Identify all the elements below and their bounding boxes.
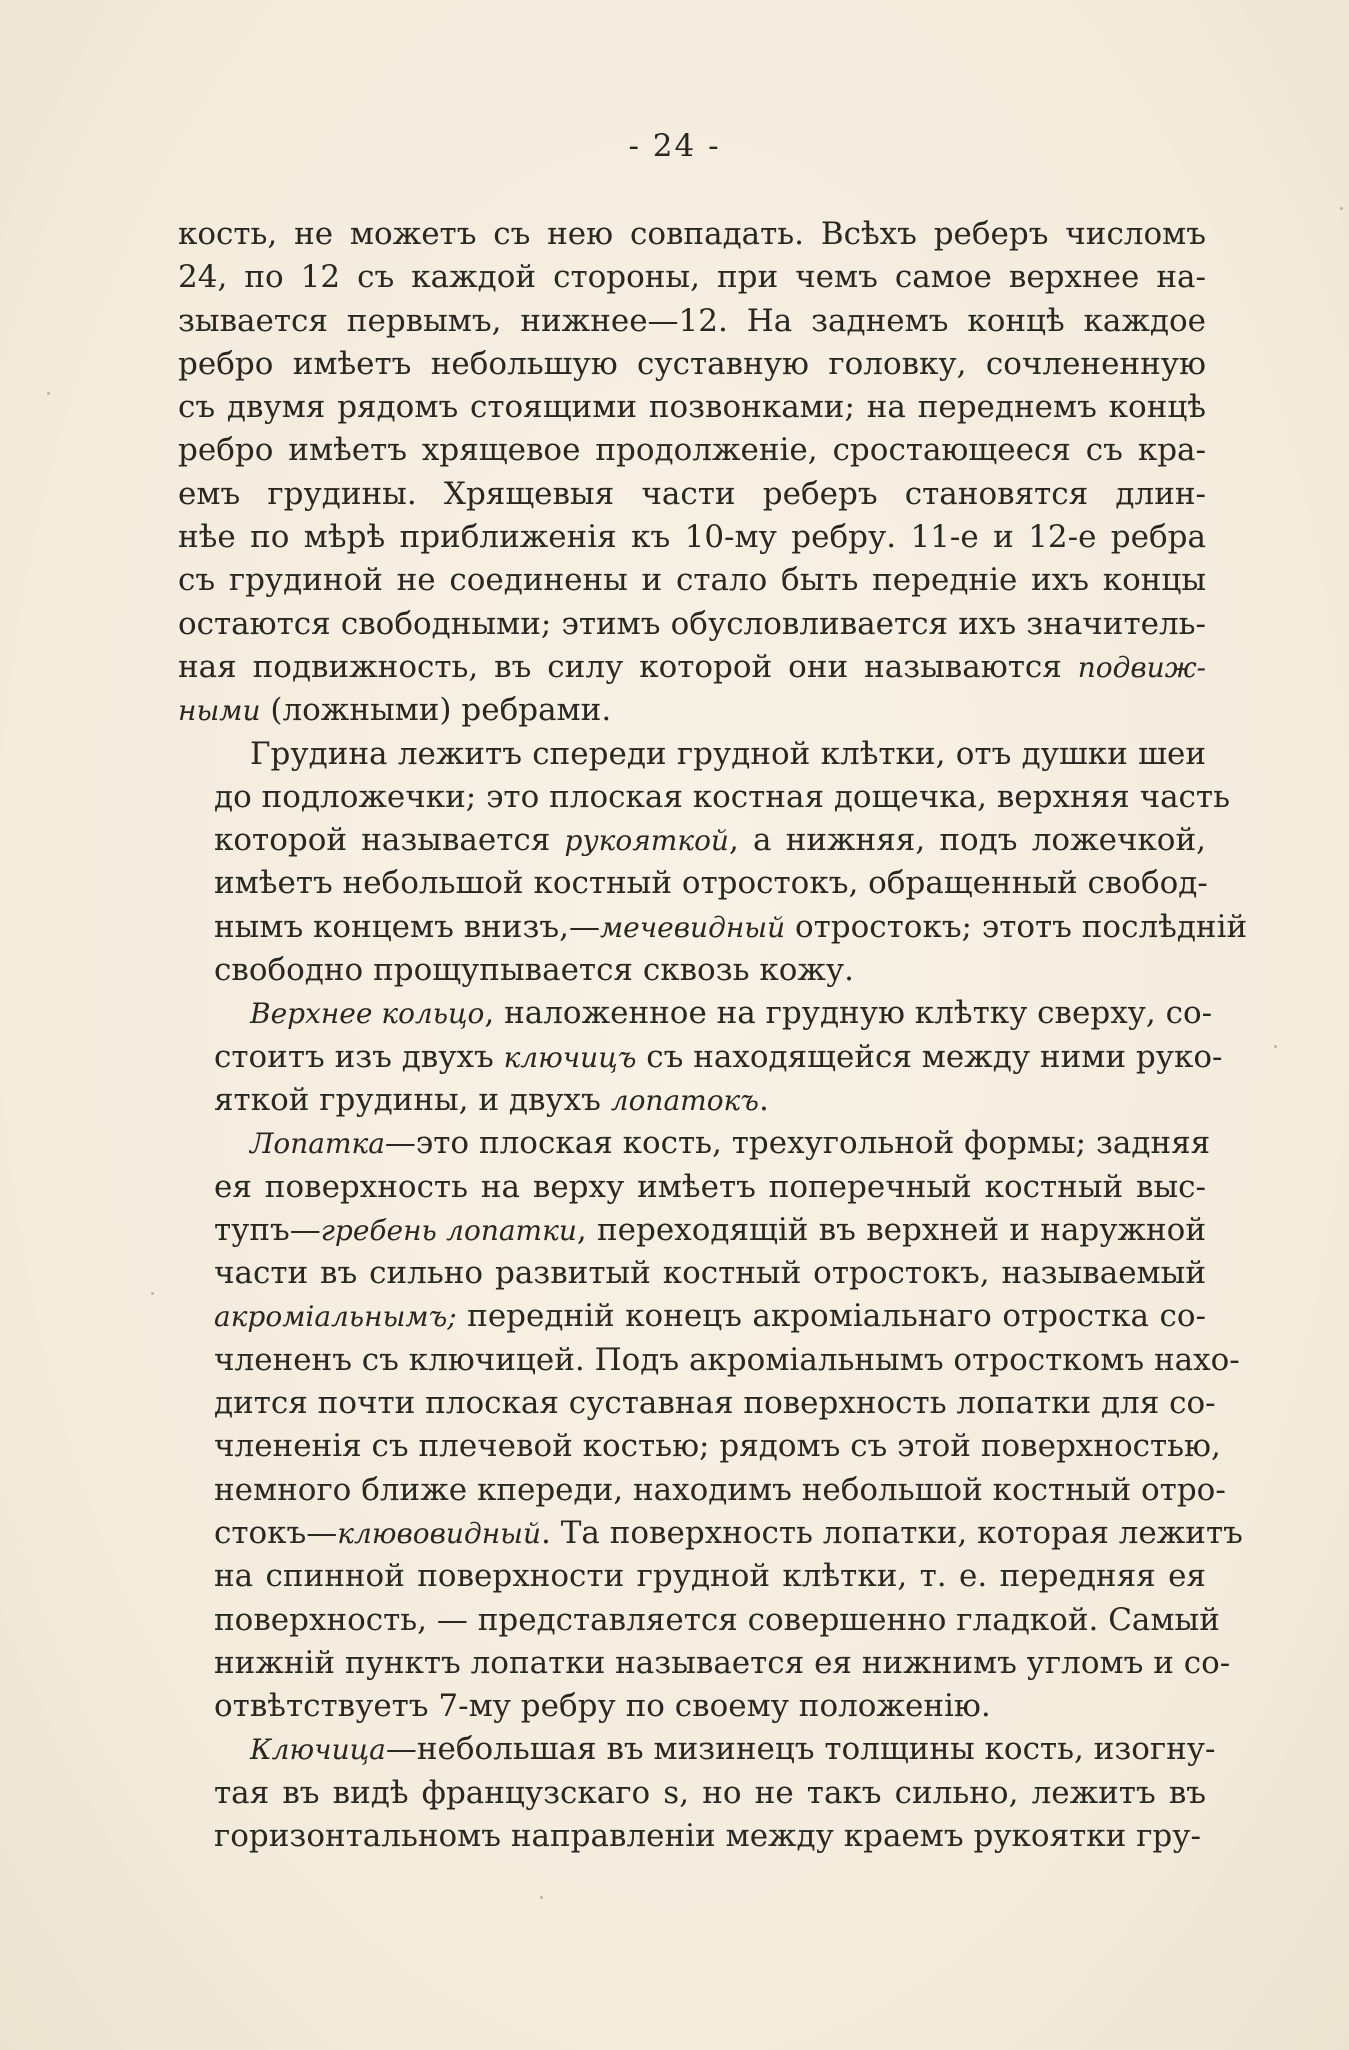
text-run: , а нижняя, подъ ложечкой, bbox=[728, 822, 1206, 859]
italic-term: Лопатка bbox=[250, 1127, 385, 1161]
text-line bbox=[178, 1079, 1206, 1122]
text-run: члененія съ плечевой костью; рядомъ съ этой поверхностью, bbox=[214, 1428, 1221, 1465]
text-run: части въ сильно развитый костный отростокъ, называемый bbox=[214, 1255, 1206, 1292]
text-line bbox=[178, 1512, 1243, 1555]
text-line bbox=[178, 1295, 1206, 1338]
text-line bbox=[178, 862, 1206, 905]
text-run: . Та поверхность лопатки, которая лежитъ bbox=[541, 1514, 1243, 1551]
text-line bbox=[178, 1122, 1211, 1165]
text-run: остаются свободными; этимъ обусловливается ихъ значитель- bbox=[178, 605, 1206, 642]
paper-speck bbox=[540, 1896, 543, 1899]
italic-term: лопатокъ bbox=[610, 1083, 759, 1117]
text-run: нижній пунктъ лопатки называется ея нижнимъ угломъ и со- bbox=[214, 1644, 1231, 1681]
italic-term: гребень лопатки bbox=[320, 1213, 577, 1247]
text-run: 24, по 12 съ каждой стороны, при чемъ самое верхнее на- bbox=[178, 259, 1206, 296]
text-run: поверхность, — представляется совершенно гладкой. Самый bbox=[214, 1601, 1220, 1638]
italic-term: клювовидный bbox=[337, 1516, 541, 1550]
text-line bbox=[178, 819, 1206, 862]
text-run: съ двумя рядомъ стоящими позвонками; на переднемъ концѣ bbox=[178, 389, 1206, 426]
text-line bbox=[178, 300, 1206, 343]
text-line bbox=[178, 429, 1206, 472]
text-run: Грудина лежитъ спереди грудной клѣтки, отъ душки шеи bbox=[250, 735, 1206, 772]
text-line bbox=[178, 213, 1206, 256]
text-line bbox=[178, 1685, 1206, 1728]
italic-term: ными bbox=[178, 694, 261, 728]
text-run: свободно прощупывается сквозь кожу. bbox=[214, 952, 854, 989]
text-line bbox=[178, 1642, 1231, 1685]
text-line bbox=[178, 1728, 1216, 1771]
text-run: на спинной поверхности грудной клѣтки, т. е. передняя ея bbox=[214, 1558, 1206, 1595]
text-run: передній конецъ акроміальнаго отростка со- bbox=[456, 1298, 1206, 1335]
text-line bbox=[178, 646, 1206, 689]
page-number: - 24 - bbox=[628, 128, 721, 164]
text-line bbox=[178, 603, 1206, 646]
text-line bbox=[178, 516, 1206, 559]
text-run: яткой грудины, и двухъ bbox=[214, 1081, 611, 1118]
body-text bbox=[178, 213, 1248, 1858]
paper-speck bbox=[1274, 1045, 1277, 1048]
text-line bbox=[178, 1772, 1206, 1815]
text-run: (ложными) ребрами. bbox=[260, 692, 612, 729]
text-line bbox=[178, 906, 1248, 949]
text-run: кость, не можетъ съ нею совпадать. Всѣхъ реберъ числомъ bbox=[178, 216, 1206, 252]
paper-speck bbox=[1340, 207, 1343, 210]
text-line bbox=[178, 949, 1206, 992]
text-line bbox=[178, 1252, 1206, 1295]
text-run: съ находящейся между ними руко- bbox=[636, 1038, 1223, 1075]
text-line bbox=[178, 256, 1206, 299]
text-run: которой называется bbox=[214, 822, 565, 859]
text-line bbox=[178, 1469, 1226, 1512]
text-line bbox=[178, 1339, 1240, 1382]
text-run: зывается первымъ, нижнее—12. На заднемъ концѣ каждое bbox=[178, 302, 1206, 339]
text-line bbox=[178, 776, 1230, 819]
text-line bbox=[178, 1382, 1216, 1425]
text-line bbox=[178, 1166, 1206, 1209]
text-run: тая въ видѣ французскаго s, но не такъ сильно, лежитъ въ bbox=[214, 1774, 1206, 1811]
text-run: ребро имѣетъ небольшую суставную головку, сочлененную bbox=[178, 345, 1206, 382]
text-run: члененъ съ ключицей. Подъ акроміальнымъ отросткомъ нахо- bbox=[214, 1341, 1240, 1378]
text-run: отростокъ; этотъ послѣдній bbox=[785, 908, 1248, 945]
text-run: тупъ— bbox=[214, 1211, 321, 1248]
italic-term: Ключица bbox=[250, 1733, 386, 1767]
text-run: ея поверхность на верху имѣетъ поперечный костный выс- bbox=[214, 1168, 1206, 1205]
italic-term: Верхнее кольцо bbox=[250, 997, 485, 1031]
text-line bbox=[178, 1555, 1206, 1598]
text-line bbox=[178, 559, 1206, 602]
text-run: ребро имѣетъ хрящевое продолженіе, сростающееся съ кра- bbox=[178, 432, 1206, 469]
text-run: немного ближе кпереди, находимъ небольшой костный отро- bbox=[214, 1471, 1226, 1508]
text-line bbox=[178, 992, 1213, 1035]
italic-term: акроміальнымъ; bbox=[214, 1300, 457, 1334]
text-line bbox=[178, 1425, 1221, 1468]
text-run: стоитъ изъ двухъ bbox=[214, 1038, 504, 1075]
text-line bbox=[178, 1599, 1220, 1642]
italic-term: мечевидный bbox=[599, 910, 786, 944]
paragraph bbox=[178, 213, 1206, 733]
text-line bbox=[178, 1036, 1223, 1079]
paragraph bbox=[178, 733, 1248, 993]
italic-term: рукояткой bbox=[564, 824, 729, 858]
text-run: дится почти плоская суставная поверхность лопатки для со- bbox=[214, 1385, 1216, 1422]
paragraph bbox=[178, 1728, 1216, 1858]
text-line bbox=[178, 689, 1206, 732]
text-run: имѣетъ небольшой костный отростокъ, обращенный свобод- bbox=[214, 865, 1208, 902]
text-run: , переходящій въ верхней и наружной bbox=[576, 1211, 1207, 1248]
text-run: нѣе по мѣрѣ приближенія къ 10-му ребру. 11-е и 12-е ребра bbox=[178, 519, 1206, 556]
text-line bbox=[178, 1209, 1206, 1252]
text-line bbox=[178, 1815, 1206, 1858]
text-run: —это плоская кость, трехугольной формы; задняя bbox=[384, 1125, 1211, 1162]
text-line bbox=[178, 343, 1206, 386]
text-run: , наложенное на грудную клѣтку сверху, со- bbox=[484, 995, 1213, 1032]
text-run: —небольшая въ мизинецъ толщины кость, изогну- bbox=[385, 1731, 1216, 1768]
paper-speck bbox=[151, 1292, 154, 1295]
text-run: стокъ— bbox=[214, 1514, 338, 1551]
text-line bbox=[178, 473, 1206, 516]
text-run: горизонтальномъ направленіи между краемъ рукоятки гру- bbox=[214, 1817, 1201, 1854]
paper-speck bbox=[47, 392, 50, 395]
text-line bbox=[178, 733, 1206, 776]
italic-term: подвиж- bbox=[1077, 650, 1206, 684]
text-run: до подложечки; это плоская костная дощечка, верхняя часть bbox=[214, 778, 1230, 815]
text-run: ная подвижность, въ силу которой они называются bbox=[178, 648, 1078, 685]
text-run: емъ грудины. Хрящевыя части реберъ становятся длин- bbox=[178, 475, 1206, 512]
text-run: нымъ концемъ внизъ,— bbox=[214, 908, 600, 945]
text-run: отвѣтствуетъ 7-му ребру по своему положенію. bbox=[214, 1688, 991, 1725]
text-run: . bbox=[758, 1081, 769, 1118]
italic-term: ключицъ bbox=[503, 1040, 637, 1074]
text-line bbox=[178, 386, 1206, 429]
paragraph bbox=[178, 1122, 1243, 1728]
paragraph bbox=[178, 992, 1223, 1122]
text-run: съ грудиной не соединены и стало быть передніе ихъ концы bbox=[178, 562, 1206, 599]
